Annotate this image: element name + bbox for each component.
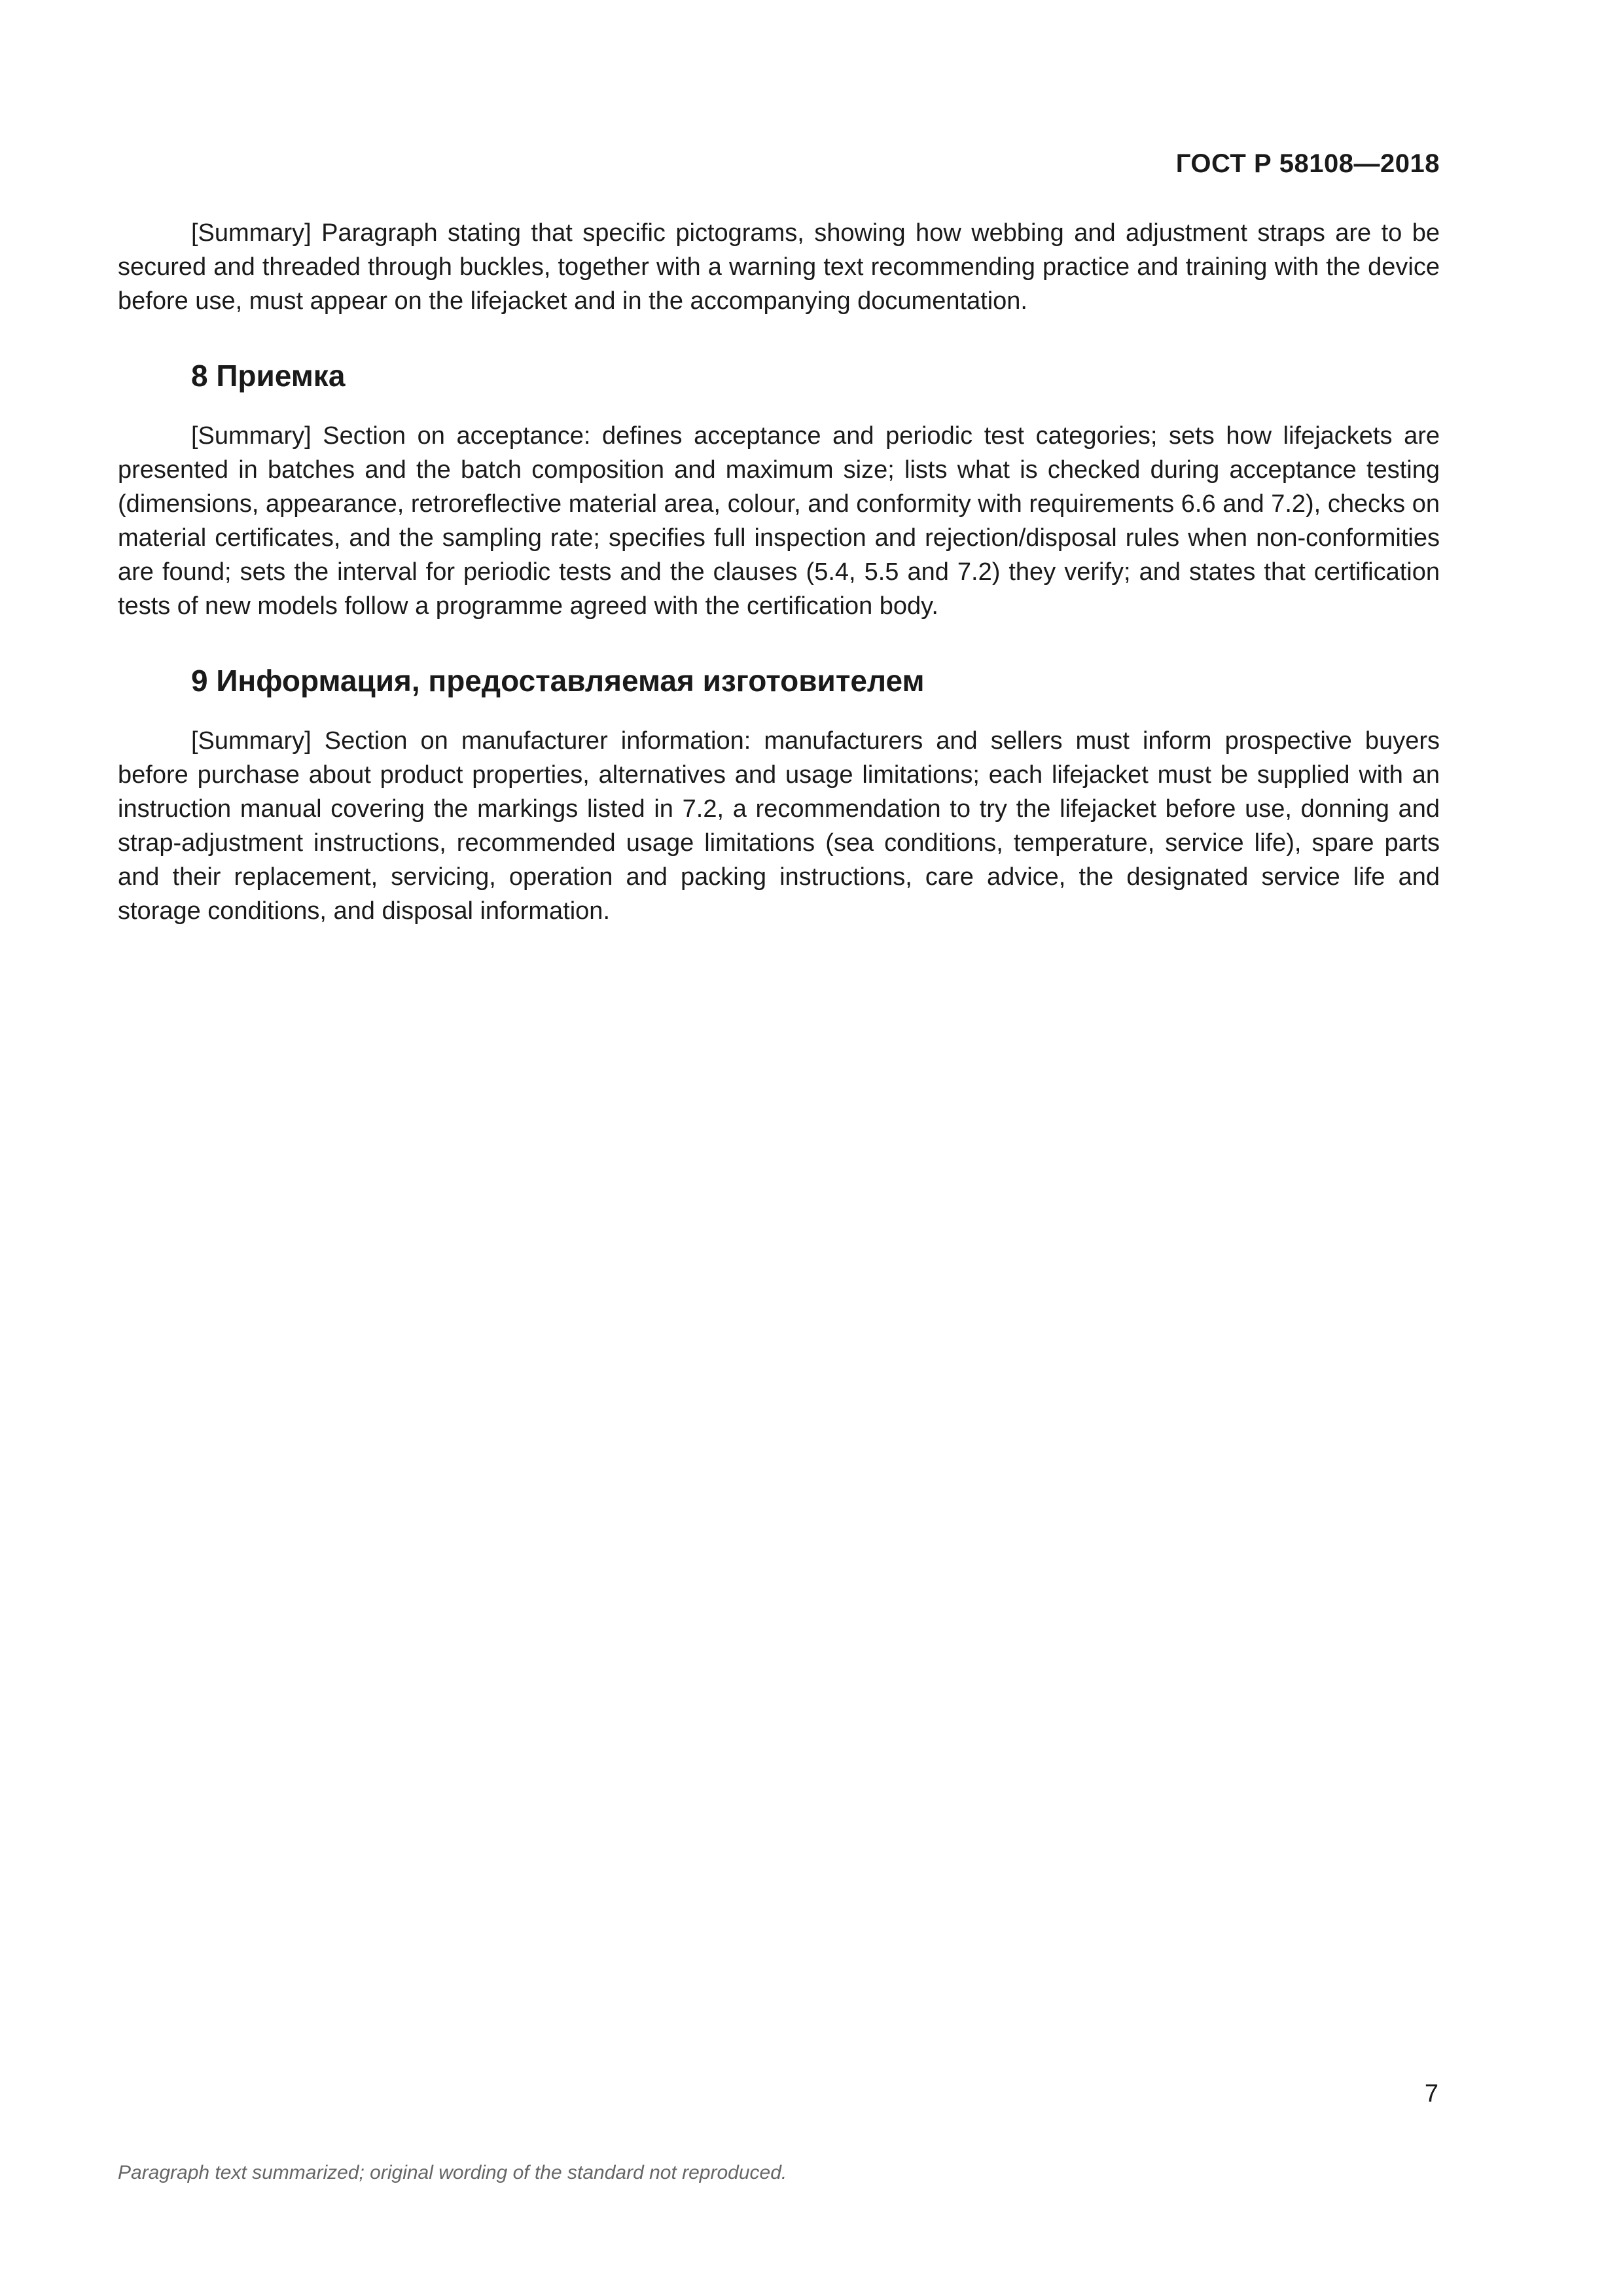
section-9-title: 9 Информация, предоставляемая изготовителем [191, 664, 925, 698]
intro-summary: [Summary] Paragraph stating that specific pictograms, showing how webbing and adjustment straps are to be secured and threaded through buckles, together with a warning text recommending practice and training with the device before use, must appear on the lifejacket and in the accompanying documentation. [118, 219, 1440, 315]
section-8-summary: [Summary] Section on acceptance: defines acceptance and periodic test categories; sets how lifejackets are presented in batches and the batch composition and maximum size; lists what is checked during acceptance testing (dimensions, appearance, retroreflective material area, colour, and conformity with requirements 6.6 and 7.2), checks on material certificates, and the sampling rate; specifies full inspection and rejection/disposal rules when non-conformities are found; sets the interval for periodic tests and the clauses (5.4, 5.5 and 7.2) they verify; and states that certification tests of new models follow a programme agreed with the certification body. [118, 422, 1440, 620]
document-code: ГОСТ Р 58108—2018 [1175, 149, 1440, 178]
section-9-summary: [Summary] Section on manufacturer information: manufacturers and sellers must inform prospective buyers before purchase about product properties, alternatives and usage limitations; each lifejacket must be supplied with an instruction manual covering the markings listed in 7.2, a recommendation to try the lifejacket before use, donning and strap-adjustment instructions, recommended usage limitations (sea conditions, temperature, service life), spare parts and their replacement, servicing, operation and packing instructions, care advice, the designated service life and storage conditions, and disposal information. [118, 727, 1440, 925]
page-number: 7 [1424, 2080, 1438, 2108]
summary-notice: Paragraph text summarized; original wording of the standard not reproduced. [118, 2162, 787, 2183]
section-8-title: 8 Приемка [191, 359, 346, 393]
page-content [118, 216, 1440, 928]
